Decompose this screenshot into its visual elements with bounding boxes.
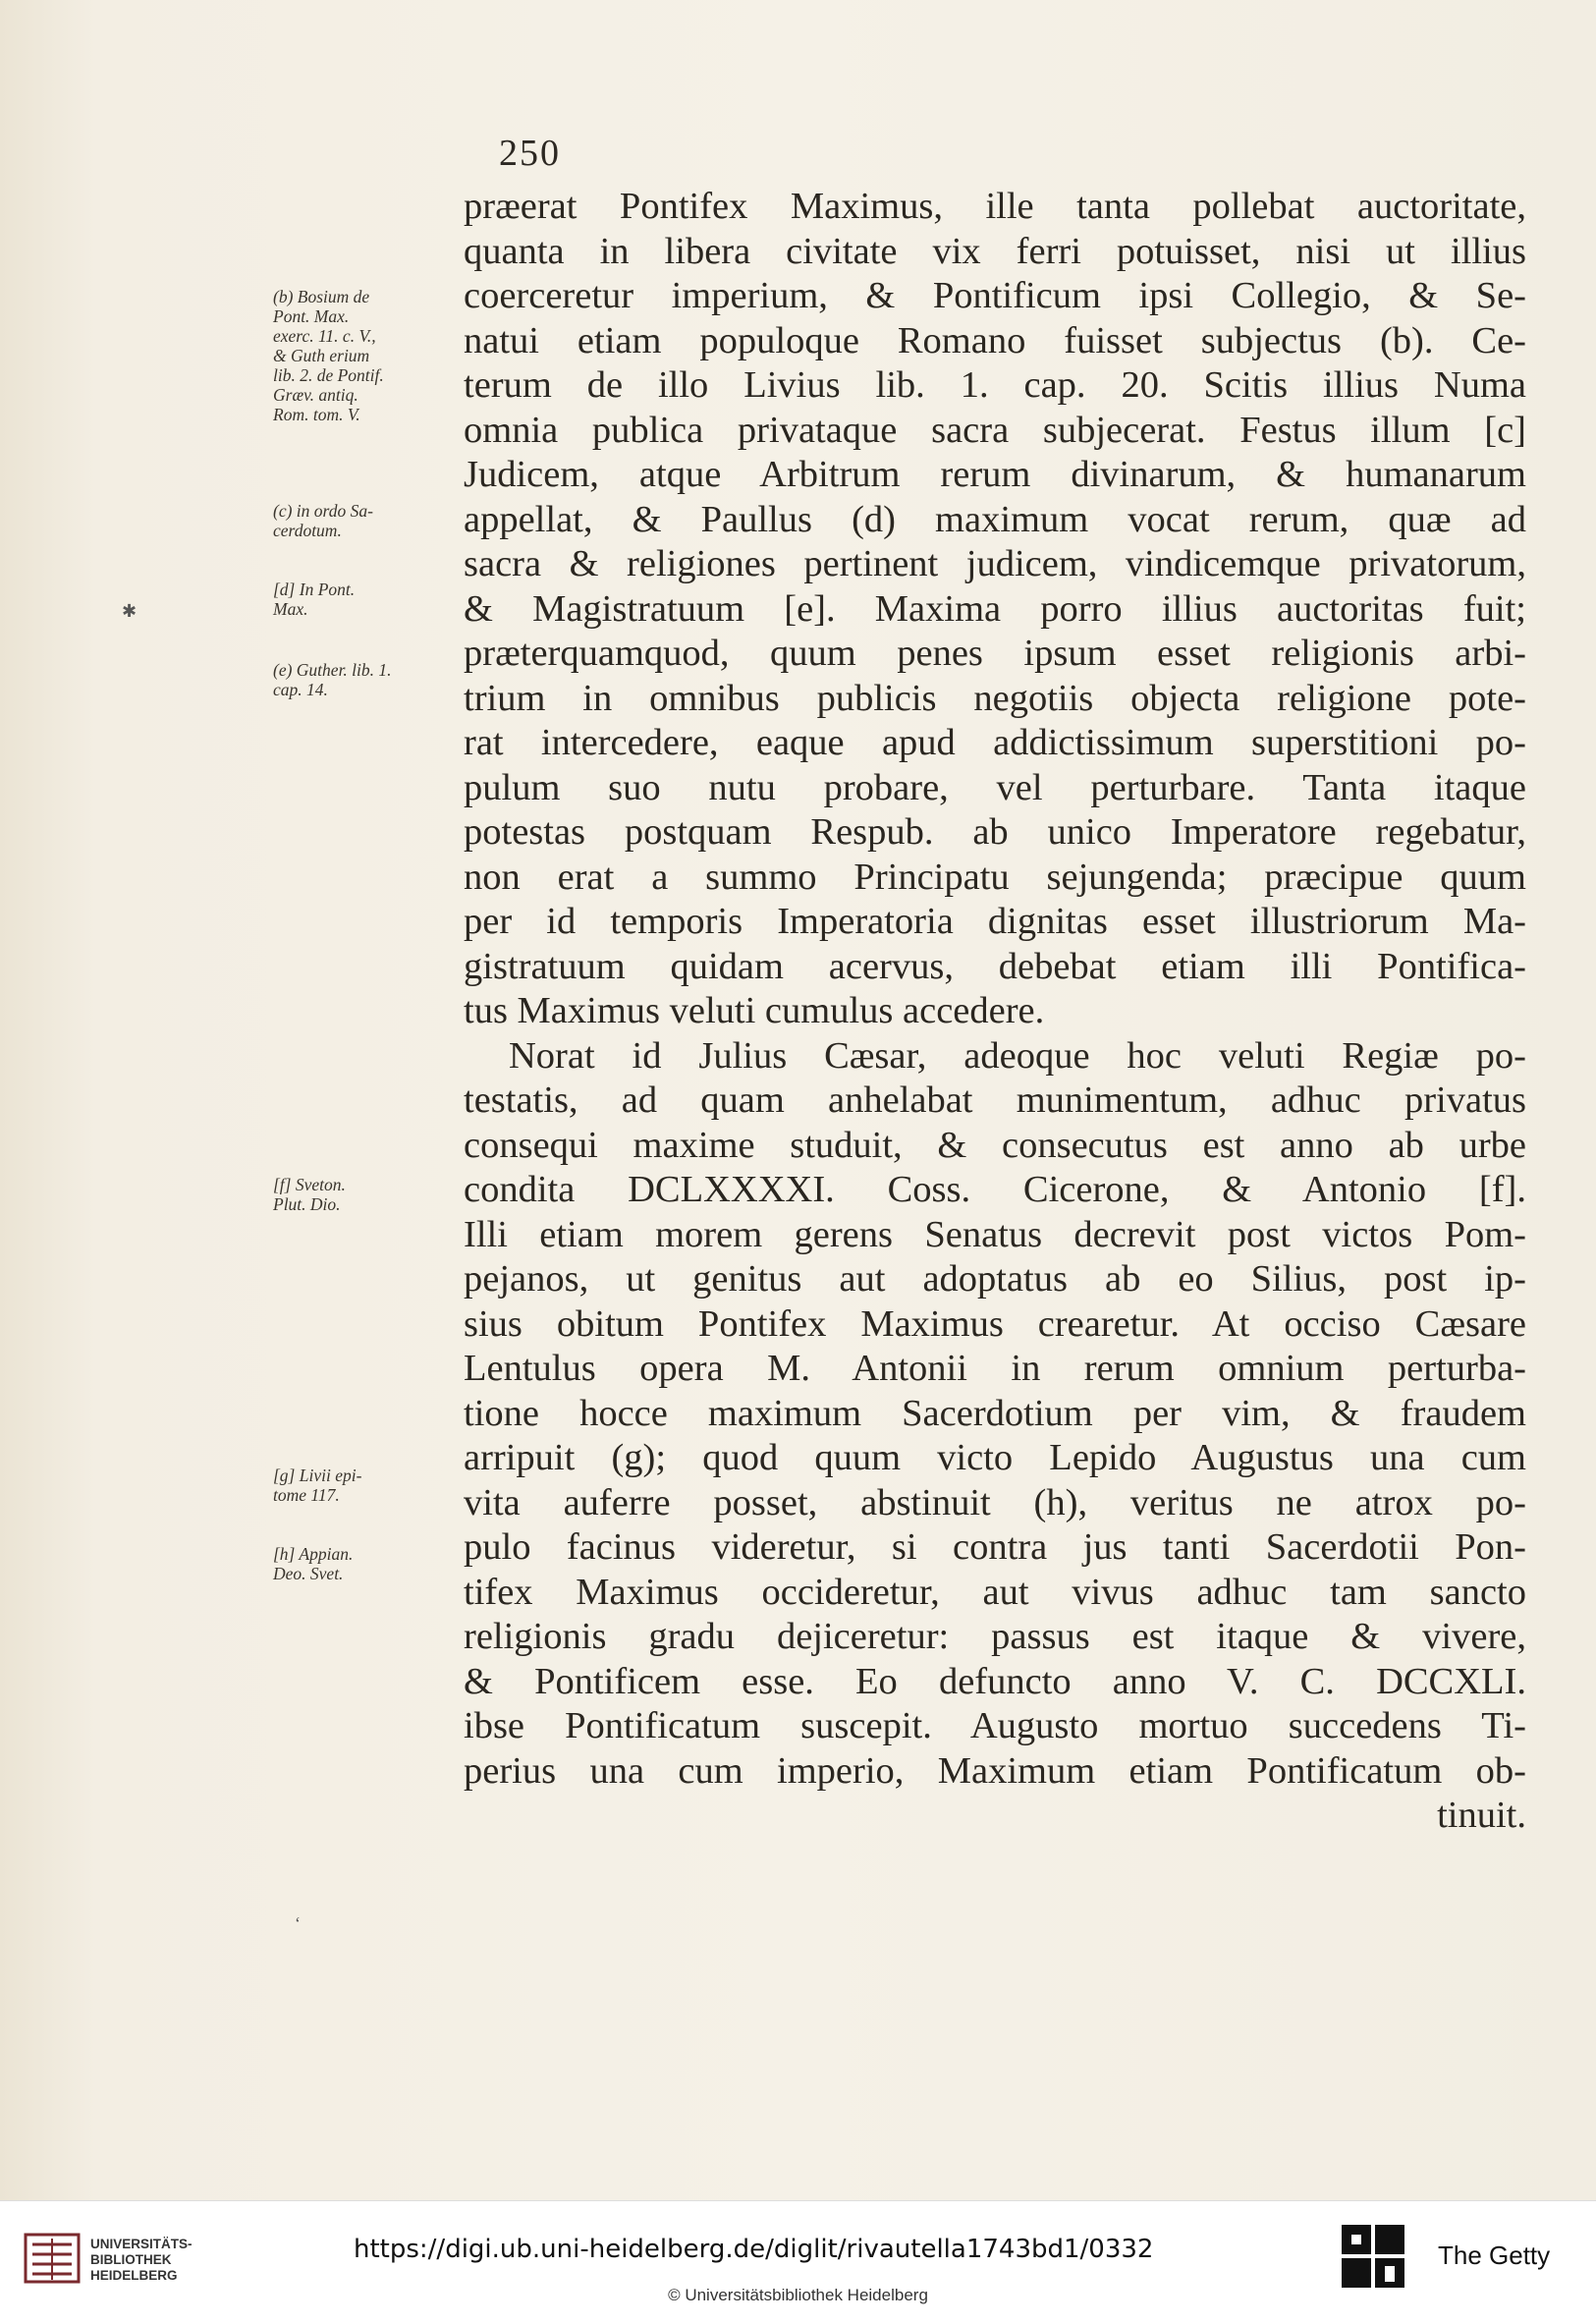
text-line: tifex Maximus occideretur, aut vivus adhuc tam sancto bbox=[464, 1571, 1526, 1613]
institution-name-line: BIBLIOTHEK bbox=[90, 2252, 172, 2267]
note-line: [f] Sveton. bbox=[273, 1175, 346, 1194]
note-line: (e) Guther. lib. 1. bbox=[273, 660, 392, 680]
text-line: Norat id Julius Cæsar, adeoque hoc veluti Regiæ po- bbox=[509, 1034, 1526, 1077]
note-line: Max. bbox=[273, 599, 308, 619]
text-line: vita auferre posset, abstinuit (h), veritus ne atrox po- bbox=[464, 1481, 1526, 1523]
marginal-note-g bbox=[273, 1466, 430, 1505]
text-line: tus Maximus veluti cumulus accedere. bbox=[464, 990, 1045, 1031]
text-line: omnia publica privataque sacra subjecerat. Festus illum [c] bbox=[464, 409, 1526, 451]
note-line: Deo. Svet. bbox=[273, 1564, 344, 1583]
institution-name bbox=[90, 2237, 193, 2284]
text-line: & Magistratuum [e]. Maxima porro illius auctoritas fuit; bbox=[464, 587, 1526, 630]
text-line: religionis gradu dejiceretur: passus est itaque & vivere, bbox=[464, 1616, 1526, 1657]
note-line: [h] Appian. bbox=[273, 1544, 354, 1564]
text-line: quanta in libera civitate vix ferri potuisset, nisi ut illius bbox=[464, 230, 1526, 272]
note-line: (c) in ordo Sa- bbox=[273, 501, 373, 521]
text-line: ibse Pontificatum suscepit. Augusto mortuo succedens Ti- bbox=[464, 1705, 1526, 1746]
note-line: Græv. antiq. bbox=[273, 385, 358, 405]
note-line: [g] Livii epi- bbox=[273, 1466, 362, 1485]
text-line: non erat a summo Principatu sejungenda; præcipue quum bbox=[464, 856, 1526, 898]
marginal-note-f bbox=[273, 1175, 430, 1214]
note-line: cerdotum. bbox=[273, 521, 342, 540]
text-line: potestas postquam Respub. ab unico Imperatore regebatur, bbox=[464, 811, 1526, 853]
text-line: sius obitum Pontifex Maximus crearetur. At occiso Cæsare bbox=[464, 1302, 1526, 1345]
text-line: arripuit (g); quod quum victo Lepido Augustus una cum bbox=[464, 1437, 1526, 1478]
stray-ink-mark: ✱ bbox=[122, 601, 138, 621]
text-line: condita DCLXXXXI. Coss. Cicerone, & Antonio [f]. bbox=[464, 1169, 1526, 1210]
text-line: consequi maxime studuit, & consecutus est anno ab urbe bbox=[464, 1124, 1526, 1166]
text-line: pejanos, ut genitus aut adoptatus ab eo Silius, post ip- bbox=[464, 1258, 1526, 1300]
text-line: per id temporis Imperatoria dignitas esset illustriorum Ma- bbox=[464, 901, 1526, 942]
institution-name-line: UNIVERSITÄTS- bbox=[90, 2237, 193, 2251]
text-line: & Pontificem esse. Eo defuncto anno V. C. DCCXLI. bbox=[464, 1660, 1526, 1702]
marginal-note-e bbox=[273, 660, 430, 699]
stray-ink-mark: ʻ bbox=[295, 1913, 301, 1933]
marginal-note-c bbox=[273, 501, 430, 540]
page-number: 250 bbox=[499, 133, 561, 174]
marginal-note-d bbox=[273, 580, 430, 619]
text-line: rat intercedere, eaque apud addictissimum superstitioni po- bbox=[464, 722, 1526, 763]
text-line: terum de illo Livius lib. 1. cap. 20. Scitis illius Numa bbox=[464, 364, 1526, 406]
permalink-url[interactable]: https://digi.ub.uni-heidelberg.de/diglit/rivautella1743bd1/0332 bbox=[354, 2235, 1154, 2264]
partner-name: The Getty bbox=[1438, 2241, 1551, 2270]
marginal-note-h bbox=[273, 1544, 430, 1583]
text-line: tinuit. bbox=[1437, 1795, 1526, 1836]
note-line: Pont. Max. bbox=[273, 306, 350, 326]
text-line: appellat, & Paullus (d) maximum vocat rerum, quæ ad bbox=[464, 498, 1526, 540]
text-line: gistratuum quidam acervus, debebat etiam illi Pontifica- bbox=[464, 945, 1526, 987]
text-line: Illi etiam morem gerens Senatus decrevit post victos Pom- bbox=[464, 1213, 1526, 1255]
text-line: pulum suo nutu probare, vel perturbare. Tanta itaque bbox=[464, 766, 1526, 808]
note-line: (b) Bosium de bbox=[273, 287, 370, 306]
body-text bbox=[464, 185, 1526, 1839]
text-line: trium in omnibus publicis negotiis objecta religione pote- bbox=[464, 677, 1526, 719]
note-line: lib. 2. de Pontif. bbox=[273, 365, 384, 385]
university-library-logo-icon bbox=[18, 2229, 86, 2288]
text-line: Lentulus opera M. Antonii in rerum omnium perturba- bbox=[464, 1348, 1526, 1389]
text-line: pulo facinus videretur, si contra jus tanti Sacerdotii Pon- bbox=[464, 1526, 1526, 1568]
text-line: tione hocce maximum Sacerdotium per vim, & fraudem bbox=[464, 1392, 1526, 1434]
institution-name-line: HEIDELBERG bbox=[90, 2268, 178, 2283]
note-line: & Guth erium bbox=[273, 346, 370, 365]
text-line: Judicem, atque Arbitrum rerum divinarum, & humanarum bbox=[464, 454, 1526, 495]
copyright-notice: © Universitätsbibliothek Heidelberg bbox=[668, 2286, 928, 2304]
note-line: [d] In Pont. bbox=[273, 580, 356, 599]
note-line: Plut. Dio. bbox=[273, 1194, 341, 1214]
text-line: perius una cum imperio, Maximum etiam Pontificatum ob- bbox=[464, 1749, 1526, 1792]
note-line: exerc. 11. c. V., bbox=[273, 326, 376, 346]
text-line: præerat Pontifex Maximus, ille tanta pollebat auctoritate, bbox=[464, 186, 1526, 227]
marginal-note-b bbox=[273, 287, 430, 424]
getty-logo-icon bbox=[1340, 2223, 1408, 2292]
text-line: natui etiam populoque Romano fuisset subjectus (b). Ce- bbox=[464, 319, 1526, 361]
text-line: præterquamquod, quum penes ipsum esset religionis arbi- bbox=[464, 633, 1526, 674]
note-line: cap. 14. bbox=[273, 680, 328, 699]
text-line: testatis, ad quam anhelabat munimentum, adhuc privatus bbox=[464, 1079, 1526, 1121]
note-line: tome 117. bbox=[273, 1485, 340, 1505]
text-line: sacra & religiones pertinent judicem, vindicemque privatorum, bbox=[464, 543, 1526, 584]
viewer-footer bbox=[0, 2200, 1596, 2324]
text-line: coerceretur imperium, & Pontificum ipsi Collegio, & Se- bbox=[464, 275, 1526, 316]
note-line: Rom. tom. V. bbox=[273, 405, 360, 424]
